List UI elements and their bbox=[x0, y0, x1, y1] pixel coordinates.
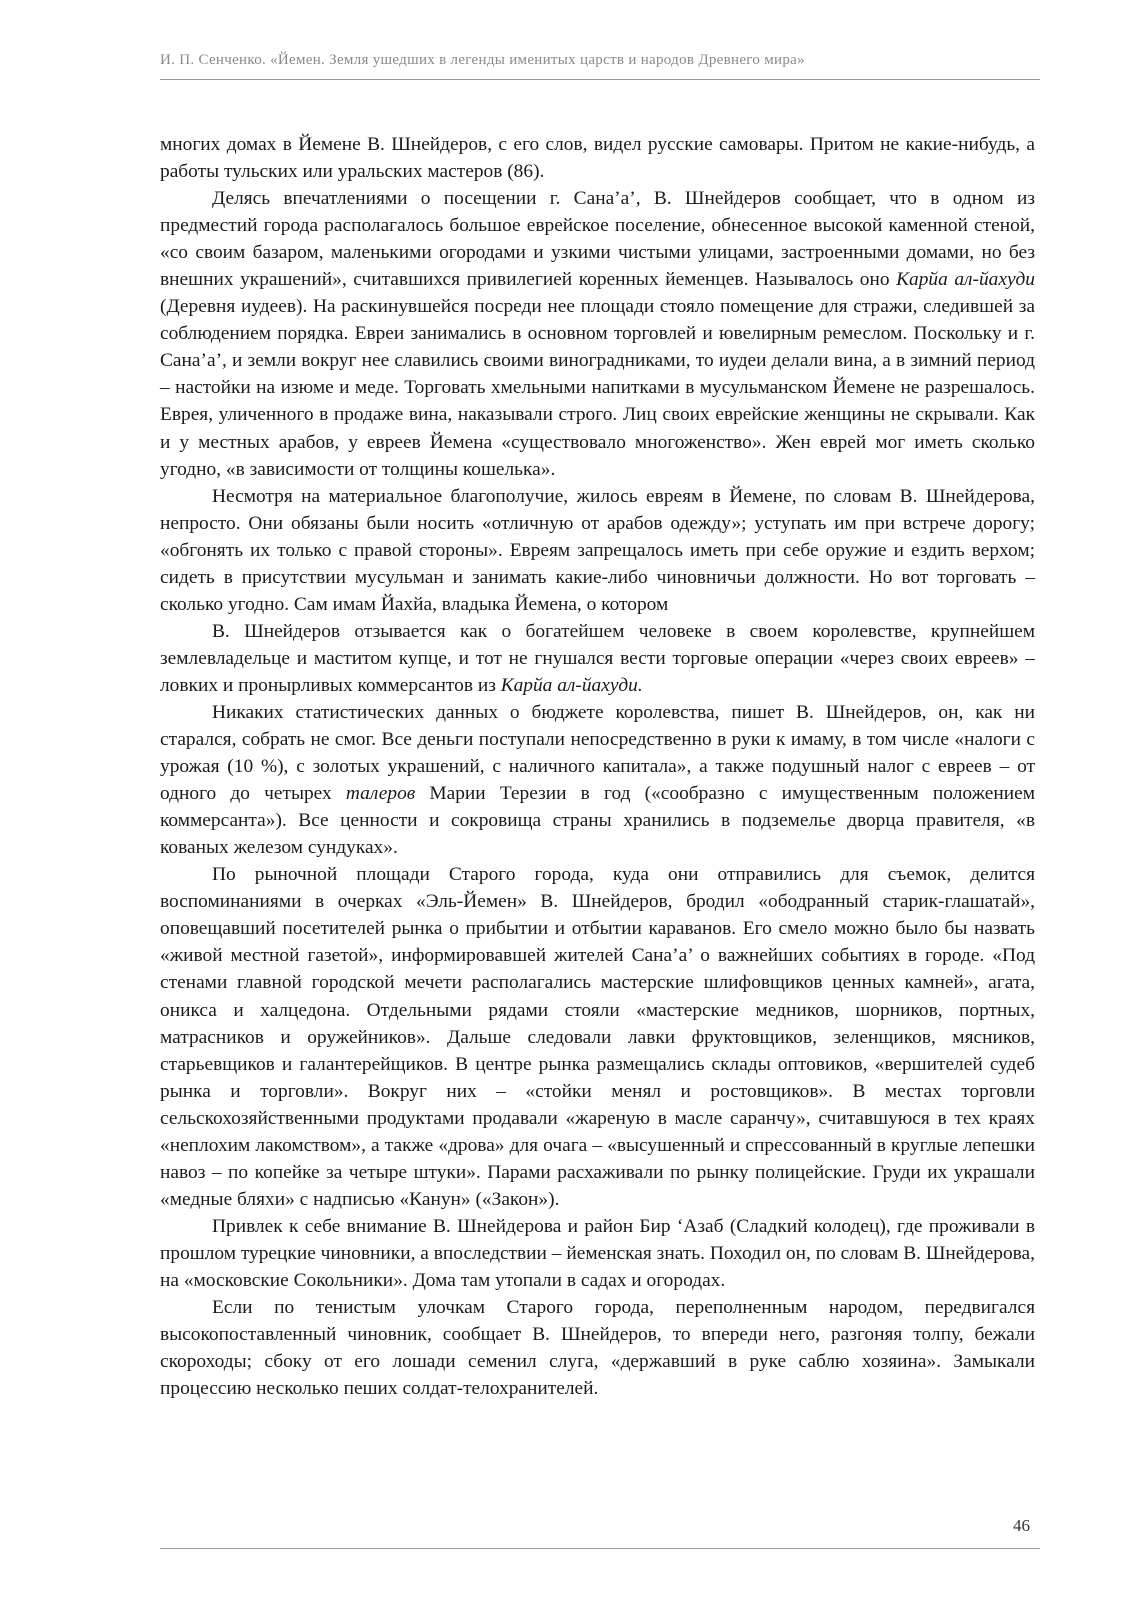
paragraph-5-text-b: Марии Терезии в год («сообразно с имущественным положением коммерсанта»). Все ценности и сокровища страны хранились в подземелье дворца правителя, «в кованых железом сундуках». bbox=[160, 783, 1035, 859]
paragraph-6-text: По рыночной площади Старого города, куда они отправились для съемок, делится воспоминаниями в очерках «Эль-Йемен» В. Шнейдеров, бродил «ободранный старик-глашатай», оповещавший посетителей рынка о прибытии и отбытии караванов. Его смело можно было бы назвать «живой местной газетой», информировавшей жителей Сана’а’ о важнейших событиях в городе. «Под стенами главной городской мечети располагались мастерские шлифовщиков ценных камней», агата, оникса и халцедона. Отдельными рядами стояли «мастерские медников, шорников, портных, матрасников и оружейников». Дальше следовали лавки фруктовщиков, зеленщиков, мясников, старьевщиков и галантерейщиков. В центре рынка размещались склады оптовиков, «вершителей судеб рынка и торговли». Вокруг них – «стойки менял и ростовщиков». В местах торговли сельскохозяйственными продуктами продавали «жареную в масле саранчу», считавшуюся в тех краях «неплохим лакомством», а также «дрова» для очага – «высушенный и спрессованный в круглые лепешки навоз – по копейке за четыре штуки». Парами расхаживали по рынку полицейские. Груди их украшали «медные бляхи» с надписью «Канун» («Закон»). bbox=[160, 864, 1035, 1210]
paragraph-3 bbox=[160, 483, 1035, 618]
paragraph-4 bbox=[160, 618, 1035, 699]
paragraph-2-text-a: Делясь впечатлениями о посещении г. Сана’а’, В. Шнейдеров сообщает, что в одном из предместий города располагалось большое еврейское поселение, обнесенное высокой каменной стеной, «со своим базаром, маленькими огородами и узкими чистыми улицами, застроенными домами, но без внешних украшений», считавшихся привилегией коренных йеменцев. Называлось оно bbox=[160, 188, 1035, 291]
paragraph-5-text-a: Никаких статистических данных о бюджете королевства, пишет В. Шнейдеров, он, как ни старался, собрать не смог. Все деньги поступали непосредственно в руки к имаму, в том числе «налоги с урожая (10 %), с золотых украшений, с наличного капитала», а также подушный налог с евреев – от одного до четырех bbox=[160, 701, 1035, 805]
header-rule bbox=[160, 79, 1040, 80]
paragraph-5 bbox=[160, 699, 1035, 861]
paragraph-8 bbox=[160, 1294, 1035, 1402]
paragraph-1-text: многих домах в Йемене В. Шнейдеров, с его слов, видел русские самовары. Притом не какие-нибудь, а работы тульских или уральских мастеров (86). bbox=[160, 134, 1035, 183]
body-text bbox=[160, 131, 1035, 1402]
paragraph-2-text-b: (Деревня иудеев). На раскинувшейся посреди нее площади стояло помещение для стражи, следившей за соблюдением порядка. Евреи занимались в основном торговлей и ювелирным ремеслом. Поскольку и г. Сана’а’, и земли вокруг нее славились своими виноградниками, то иудеи делали вина, а в зимний период – настойки на изюме и меде. Торговать хмельными напитками в мусульманском Йемене не разрешалось. Еврея, уличенного в продаже вина, наказывали строго. Лиц своих еврейские женщины не скрывали. Как и у местных арабов, у евреев Йемена «существовало многоженство». Жен еврей мог иметь сколько угодно, «в зависимости от толщины кошелька». bbox=[160, 296, 1035, 480]
paragraph-3-text: Несмотря на материальное благополучие, жилось евреям в Йемене, по словам В. Шнейдерова, непросто. Они обязаны были носить «отличную от арабов одежду»; уступать им при встрече дорогу; «обгонять их только с правой стороны». Евреям запрещалось иметь при себе оружие и ездить верхом; сидеть в присутствии мусульман и занимать какие-либо чиновничьи должности. Но вот торговать – сколько угодно. Сам имам Йахйа, владыка Йемена, о котором bbox=[160, 485, 1035, 615]
paragraph-4-text: В. Шнейдеров отзывается как о богатейшем человеке в своем королевстве, крупнейшем землевладельце и маститом купце, и тот не гнушался вести торговые операции «через своих евреев» – ловких и пронырливых коммерсантов из bbox=[160, 620, 1035, 696]
paragraph-7-text: Привлек к себе внимание В. Шнейдерова и район Бир ‘Азаб (Сладкий колодец), где проживали в прошлом турецкие чиновники, а впоследствии – йеменская знать. Походил он, по словам В. Шнейдерова, на «московские Сокольники». Дома там утопали в садах и огородах. bbox=[160, 1215, 1035, 1291]
paragraph-1 bbox=[160, 131, 1035, 185]
paragraph-8-text: Если по тенистым улочкам Старого города, переполненным народом, передвигался высокопоставленный чиновник, сообщает В. Шнейдеров, то впереди него, разгоняя толпу, бежали скороходы; сбоку от его лошади семенил слуга, «державший в руке саблю хозяина». Замыкали процессию несколько пеших солдат-телохранителей. bbox=[160, 1297, 1035, 1400]
page-number: 46 bbox=[1013, 1516, 1030, 1535]
footer-rule bbox=[160, 1548, 1040, 1549]
paragraph-7 bbox=[160, 1213, 1035, 1294]
paragraph-2 bbox=[160, 185, 1035, 483]
paragraph-5-italic: талеров bbox=[345, 783, 416, 805]
paragraph-6 bbox=[160, 861, 1035, 1213]
running-head: И. П. Сенченко. «Йемен. Земля ушедших в легенды именитых царств и народов Древнего мира» bbox=[160, 52, 805, 68]
paragraph-4-italic: Карйа ал-йахуди. bbox=[500, 674, 643, 696]
paragraph-2-italic: Карйа ал-йахуди bbox=[896, 269, 1035, 291]
